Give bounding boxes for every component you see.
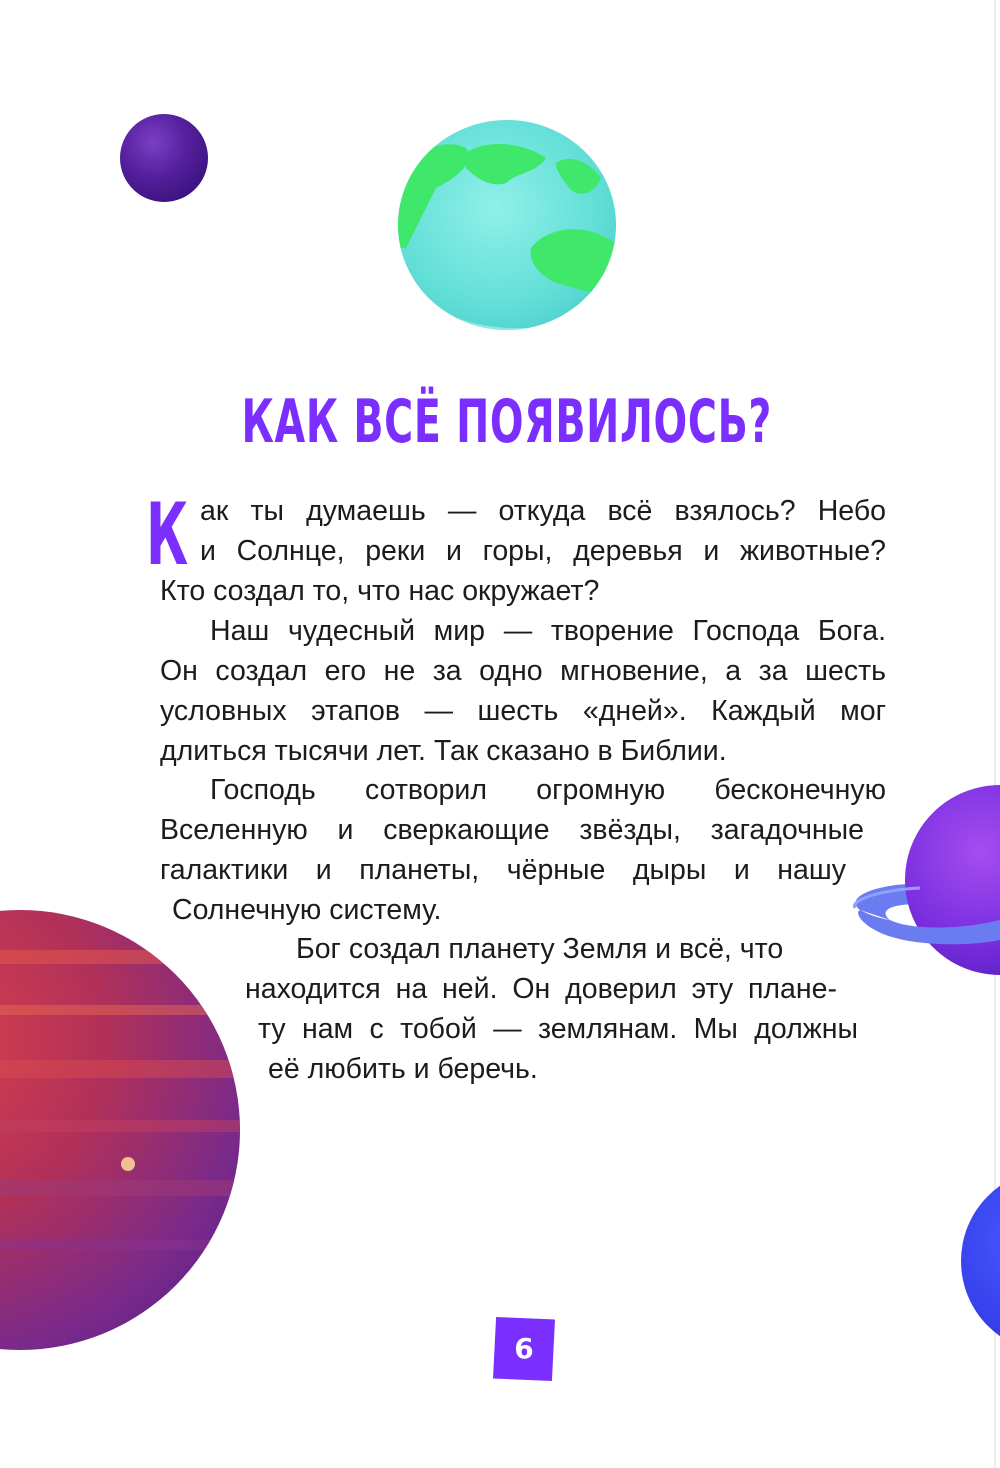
p2-line-4: длиться тысячи лет. Так сказано в Библии.: [160, 735, 727, 767]
p3-line-1: Господь сотворил огромную бесконечную: [210, 774, 886, 806]
small-purple-planet: [118, 112, 210, 204]
p4-line-4: её любить и беречь.: [268, 1053, 538, 1085]
p3-line-4: Солнечную систему.: [172, 894, 442, 926]
p1-line-3: Кто создал то, что нас окружает?: [160, 575, 600, 607]
p2-line-2: Он создал его не за одно мгновение, а за шесть: [160, 655, 886, 687]
drop-cap: К: [146, 485, 189, 585]
p4-line-2: находится на ней. Он доверил эту плане-: [245, 973, 837, 1005]
p3-line-3: галактики и планеты, чёрные дыры и нашу: [160, 854, 846, 886]
page-number: 6: [514, 1332, 534, 1365]
page-title: КАК ВСЁ ПОЯВИЛОСЬ?: [241, 387, 773, 457]
ringed-planet: [850, 780, 1000, 980]
p1-line-2: и Солнце, реки и горы, деревья и животные?: [200, 535, 886, 567]
p3-line-2: Вселенную и сверкающие звёзды, загадочные: [160, 814, 864, 846]
p2-line-3: условных этапов — шесть «дней». Каждый мог: [160, 695, 886, 727]
p2-line-1: Наш чудесный мир — творение Господа Бога.: [210, 615, 886, 647]
p1-line-1: ак ты думаешь — откуда всё взялось? Небо: [200, 495, 886, 527]
p4-line-1: Бог создал планету Земля и всё, что: [296, 933, 784, 965]
blue-planet: [958, 1172, 1000, 1350]
p4-line-3: ту нам с тобой — землянам. Мы должны: [258, 1013, 858, 1045]
red-planet: [0, 910, 245, 1350]
earth-planet: [396, 118, 618, 332]
